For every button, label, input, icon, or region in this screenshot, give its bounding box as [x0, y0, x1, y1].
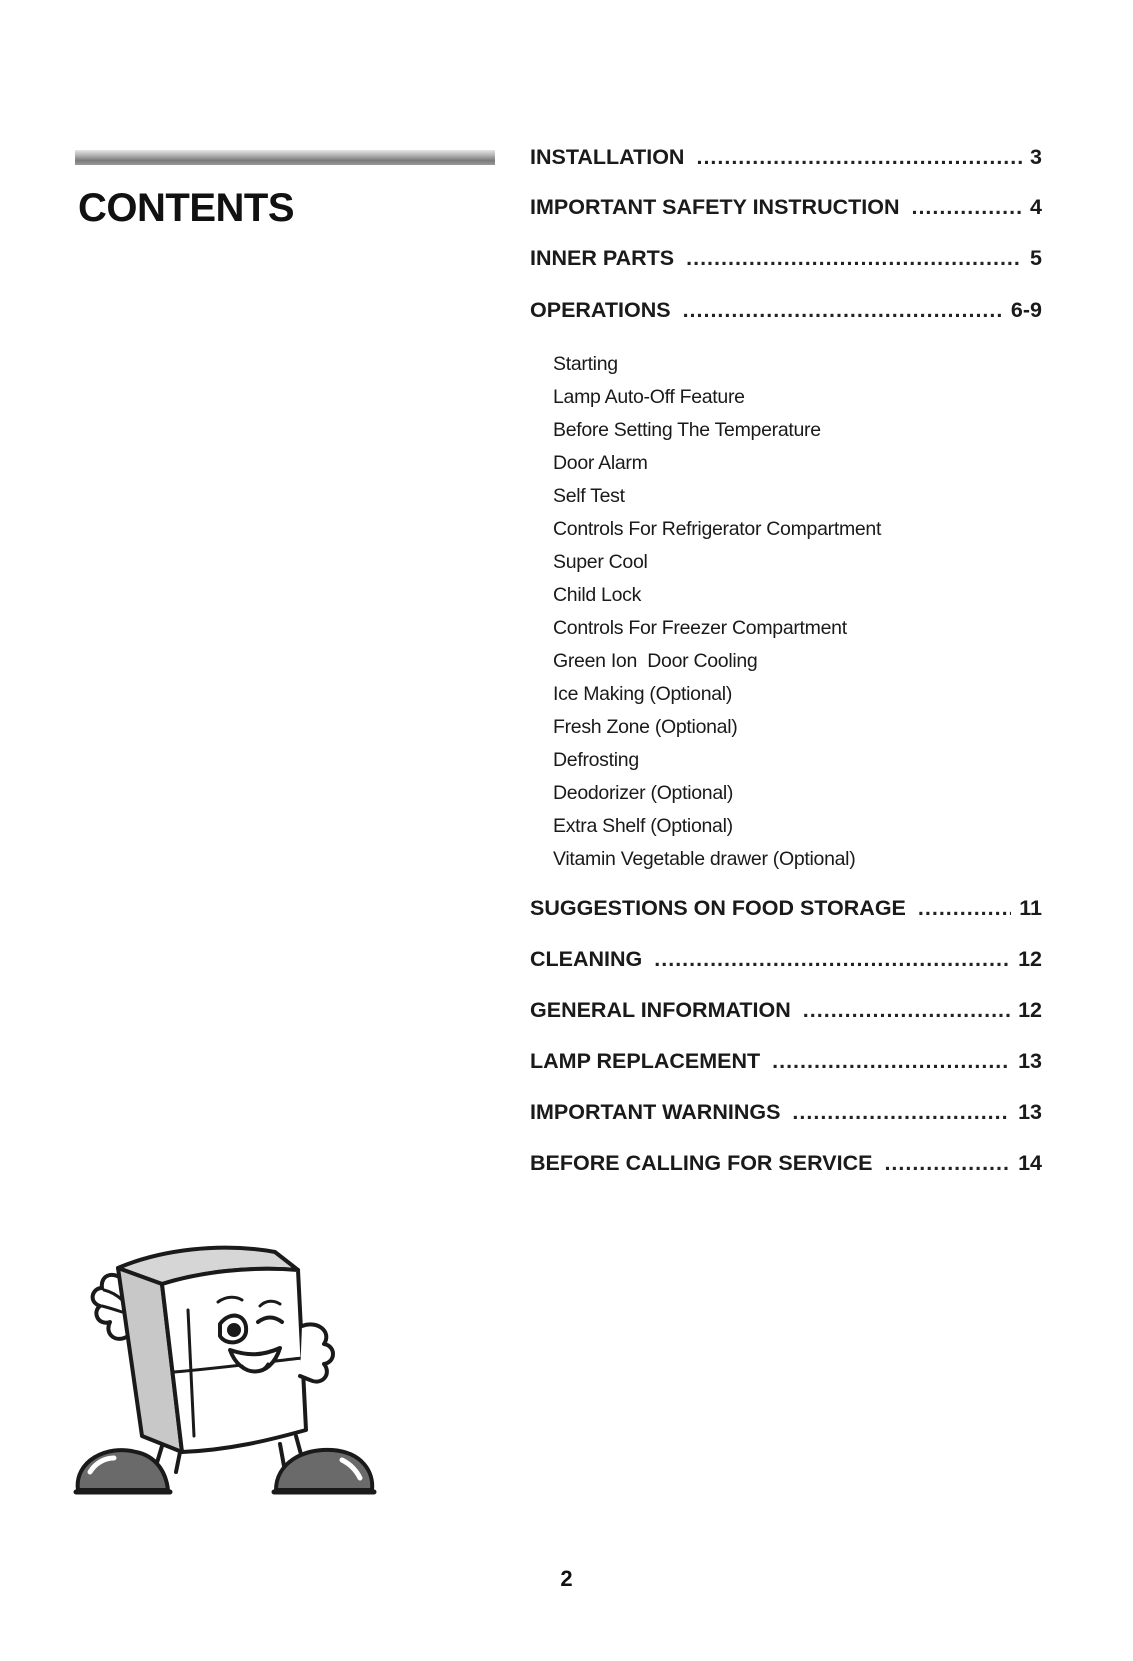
toc-entry-page: 6-9 [1010, 298, 1042, 322]
toc-entry-page: 3 [1030, 145, 1042, 169]
toc-entry-suggestions-on-food-storage[interactable] [530, 896, 1042, 921]
toc-dot-leader [884, 1151, 1010, 1176]
toc-dot-leader [683, 298, 1003, 323]
toc-subitem[interactable]: Vitamin Vegetable drawer (Optional) [553, 848, 856, 870]
toc-dot-leader [654, 947, 1010, 972]
toc-entry-title: BEFORE CALLING FOR SERVICE [530, 1151, 873, 1175]
toc-entry-page: 13 [1018, 1100, 1042, 1124]
toc-entry-cleaning[interactable] [530, 947, 1042, 972]
toc-entry-page: 11 [1019, 896, 1042, 920]
toc-subitem[interactable]: Green Ion Door Cooling [553, 650, 758, 672]
heading-rule [75, 150, 495, 165]
toc-entry-title: IMPORTANT SAFETY INSTRUCTION [530, 195, 900, 219]
toc-entry-important-safety-instruction[interactable] [530, 195, 1042, 220]
toc-dot-leader [696, 145, 1022, 170]
toc-entry-inner-parts[interactable] [530, 246, 1042, 271]
toc-dot-leader [803, 998, 1010, 1023]
toc-entry-title: INSTALLATION [530, 145, 685, 169]
toc-subitem[interactable]: Extra Shelf (Optional) [553, 815, 733, 837]
toc-entry-page: 14 [1018, 1151, 1042, 1175]
toc-subitem[interactable]: Ice Making (Optional) [553, 683, 733, 705]
toc-entry-title: SUGGESTIONS ON FOOD STORAGE [530, 896, 906, 920]
toc-dot-leader [686, 246, 1022, 271]
toc-entry-title: IMPORTANT WARNINGS [530, 1100, 781, 1124]
toc-dot-leader [792, 1100, 1010, 1125]
toc-entry-page: 13 [1018, 1049, 1042, 1073]
toc-dot-leader [772, 1049, 1010, 1074]
toc-entry-page: 4 [1030, 195, 1042, 219]
toc-subitem[interactable]: Child Lock [553, 584, 642, 606]
toc-entry-title: LAMP REPLACEMENT [530, 1049, 761, 1073]
toc-entry-important-warnings[interactable] [530, 1100, 1042, 1125]
toc-entry-title: CLEANING [530, 947, 643, 971]
page-title: CONTENTS [78, 186, 294, 230]
toc-entry-title: INNER PARTS [530, 246, 675, 270]
toc-entry-lamp-replacement[interactable] [530, 1049, 1042, 1074]
toc-entry-title: OPERATIONS [530, 298, 671, 322]
toc-subitem[interactable]: Lamp Auto-Off Feature [553, 386, 745, 408]
toc-entry-page: 12 [1018, 947, 1042, 971]
page-number: 2 [560, 1566, 573, 1591]
toc-dot-leader [911, 195, 1022, 220]
toc-entry-operations[interactable] [530, 298, 1042, 323]
toc-entry-before-calling-for-service[interactable] [530, 1151, 1042, 1176]
toc-entry-title: GENERAL INFORMATION [530, 998, 791, 1022]
toc-subitem[interactable]: Super Cool [553, 551, 648, 573]
toc-subitem[interactable]: Door Alarm [553, 452, 648, 474]
toc-subitem[interactable]: Before Setting The Temperature [553, 419, 821, 441]
toc-subitem[interactable]: Controls For Freezer Compartment [553, 617, 847, 639]
operations-subitem-list [553, 348, 881, 876]
toc-subitem[interactable]: Fresh Zone (Optional) [553, 716, 738, 738]
toc-subitem[interactable]: Deodorizer (Optional) [553, 782, 734, 804]
winking-refrigerator-mascot-icon [70, 1240, 400, 1510]
toc-subitem[interactable]: Self Test [553, 485, 625, 507]
toc-dot-leader [918, 896, 1011, 921]
toc-subitem[interactable]: Controls For Refrigerator Compartment [553, 518, 882, 540]
toc-subitem[interactable]: Starting [553, 353, 618, 375]
toc-entry-page: 5 [1030, 246, 1042, 270]
toc-entry-installation[interactable] [530, 145, 1042, 170]
toc-entry-general-information[interactable] [530, 998, 1042, 1023]
toc-subitem[interactable]: Defrosting [553, 749, 639, 771]
toc-entry-page: 12 [1018, 998, 1042, 1022]
